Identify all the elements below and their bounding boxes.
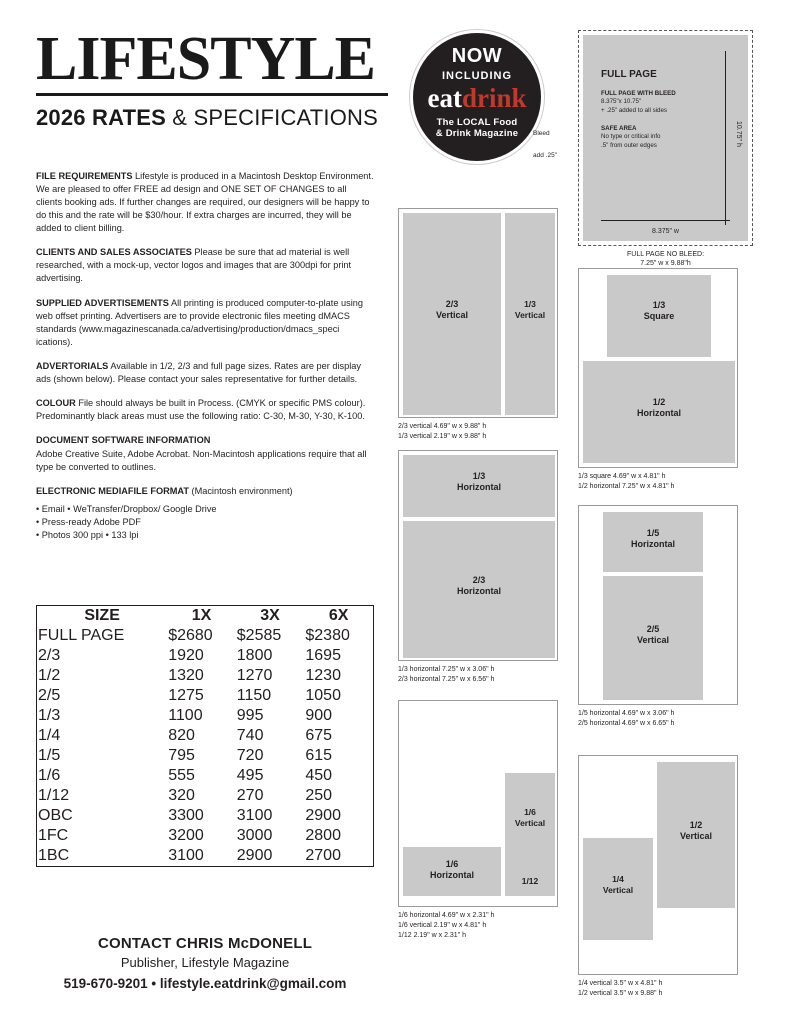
ad-diagram-fifth-set (578, 505, 738, 705)
height-dimension-line (725, 51, 726, 225)
label-line-1: 1/2 (689, 820, 703, 830)
caption-group-6 (578, 979, 788, 999)
heading-advertorials: ADVERTORIALS (36, 360, 109, 371)
badge-tagline-2: & Drink Magazine (435, 128, 519, 139)
eatdrink-logo (413, 85, 541, 112)
table-header-row (37, 606, 373, 626)
label-line-1: 1/5 (646, 528, 660, 538)
block-1-6-horizontal (403, 847, 501, 896)
cell-size: 1/5 (38, 747, 61, 764)
caption-group-5 (578, 709, 788, 729)
cell-1x: 795 (168, 747, 195, 764)
label-1-4-vertical (583, 874, 653, 895)
caption-line-2: 1/6 vertical 2.19" w x 4.81" h (398, 921, 487, 929)
bullet-1: • Email • WeTransfer/Dropbox/ Google Drive (36, 504, 217, 515)
cell-3x: 2900 (236, 847, 273, 864)
table-row (37, 706, 373, 726)
table-row (37, 646, 373, 666)
block-1-4-vertical (583, 838, 653, 940)
label-line-1: 1/12 (521, 876, 539, 886)
full-page-diagram (578, 30, 753, 246)
cell-3x: 720 (236, 747, 264, 764)
full-page-title: FULL PAGE (601, 69, 657, 80)
label-line-2: Vertical (514, 309, 546, 320)
width-dimension-label: 8.375" w (651, 228, 679, 235)
block-2-5-vertical (603, 576, 703, 700)
table-row (37, 826, 373, 846)
cell-6x: 1050 (305, 687, 341, 704)
label-line-2: Vertical (636, 635, 670, 646)
cell-1x: 820 (168, 727, 195, 744)
paragraph-clients-sales (36, 246, 374, 285)
cell-3x: 270 (236, 787, 264, 804)
cell-6x: 1695 (305, 647, 341, 664)
column-header-1x: 1X (191, 607, 212, 624)
label-line-1: 2/3 (445, 299, 459, 309)
heading-document-software: DOCUMENT SOFTWARE INFORMATION (36, 435, 211, 445)
table-body (37, 626, 373, 866)
label-line-1: 1/3 (472, 471, 486, 481)
rate-table (36, 605, 374, 867)
caption-group-4 (578, 472, 778, 492)
caption-line-2: 1/3 vertical 2.19" w x 9.88" h (398, 432, 487, 440)
paragraph-mediafile-format (36, 485, 374, 498)
ad-diagram-third-square-half-horizontal (578, 268, 738, 468)
label-1-2-vertical (657, 820, 735, 843)
cell-1x: 3100 (168, 847, 204, 864)
cell-3x: 1800 (236, 647, 273, 664)
label-line-2: Vertical (514, 817, 546, 828)
label-line-1: 1/6 (524, 807, 536, 817)
safe-line-2: .5" from outer edges (601, 141, 657, 149)
label-line-2: Horizontal (457, 586, 501, 597)
cell-size: FULL PAGE (38, 627, 125, 644)
cell-size: 1BC (38, 847, 70, 864)
bleed-heading: FULL PAGE WITH BLEED (601, 90, 676, 97)
page-title: LIFESTYLE (36, 25, 376, 93)
full-page-caption-line-1: FULL PAGE NO BLEED: (626, 251, 705, 258)
caption-line-3: 1/12 2.19" w x 2.31" h (398, 931, 467, 939)
bullet-3: • Photos 300 ppi • 133 lpi (36, 530, 139, 541)
heading-colour: COLOUR (36, 397, 76, 408)
heading-clients-sales: CLIENTS AND SALES ASSOCIATES (36, 247, 192, 258)
text-colour: File should always be built in Process. (CMYK or specific PMS colour). Predominantly black areas must use the following ratio: C-30, M-30, Y-30, K-100. (36, 397, 366, 421)
label-line-1: 1/6 (445, 859, 459, 869)
caption-line-1: 1/5 horizontal 4.69" w x 3.06" h (578, 710, 675, 717)
text-mediafile-format: (Macintosh environment) (188, 486, 293, 497)
column-header-3x: 3X (260, 607, 280, 624)
block-1-2-vertical (657, 762, 735, 908)
caption-line-2: 1/2 horizontal 7.25" w x 4.81" h (578, 482, 675, 490)
label-line-1: 1/2 (652, 397, 666, 407)
caption-group-1 (398, 422, 598, 442)
cell-3x: 3000 (236, 827, 273, 844)
cell-1x: 320 (168, 787, 195, 804)
table-row (37, 846, 373, 866)
safe-area-heading: SAFE AREA (601, 125, 637, 133)
caption-line-1: 1/4 vertical 3.5" w x 4.81" h (578, 980, 663, 987)
label-line-1: 1/3 (652, 300, 666, 310)
bleed-line-2: + .25" added to all sides (601, 106, 668, 114)
label-line-1: 2/5 (646, 624, 660, 634)
cell-size: 1/6 (38, 767, 61, 784)
ad-diagram-sixth-twelfth (398, 700, 558, 907)
cell-6x: 675 (305, 727, 333, 744)
label-line-2: Vertical (679, 831, 713, 842)
block-1-3-horizontal (403, 455, 555, 517)
add-bleed-callout: add .25" (533, 152, 557, 159)
paragraph-advertorials (36, 360, 374, 386)
cell-1x: 1320 (168, 667, 204, 684)
bleed-line-1: 8.375"x 10.75" (601, 98, 642, 106)
caption-line-2: 2/5 horizontal 4.69" w x 6.65" h (578, 719, 675, 727)
label-line-1: 1/3 (524, 299, 536, 309)
height-dimension-label: 10.75" h (735, 121, 742, 147)
masthead (36, 25, 436, 131)
block-1-12 (505, 867, 555, 896)
badge-tagline-1: The LOCAL Food (436, 117, 518, 128)
cell-size: 1/12 (38, 787, 70, 804)
paragraph-document-software (36, 434, 374, 474)
label-2-3-vertical (403, 299, 501, 322)
cell-6x: 450 (305, 767, 333, 784)
ad-diagram-half-quarter-vertical (578, 755, 738, 975)
cell-3x: $2585 (236, 627, 282, 644)
label-line-2: Vertical (602, 884, 634, 895)
label-1-6-horizontal (403, 859, 501, 882)
mediafile-bullets (36, 503, 374, 542)
label-line-2: Horizontal (631, 539, 675, 550)
caption-line-1: 2/3 vertical 4.69" w x 9.88" h (398, 423, 487, 430)
heading-supplied-ads: SUPPLIED ADVERTISEMENTS (36, 297, 169, 308)
badge-now: NOW (451, 45, 503, 67)
table-row (37, 686, 373, 706)
cell-6x: 250 (305, 787, 333, 804)
table-row (37, 746, 373, 766)
label-line-2: Vertical (435, 310, 469, 321)
label-line-2: Horizontal (457, 482, 501, 493)
block-2-3-vertical (403, 213, 501, 415)
heading-mediafile-format: ELECTRONIC MEDIAFILE FORMAT (36, 486, 189, 497)
cell-1x: 3200 (168, 827, 204, 844)
caption-line-1: 1/3 horizontal 7.25" w x 3.06" h (398, 666, 495, 673)
table-row (37, 806, 373, 826)
block-2-3-horizontal (403, 521, 555, 658)
table-row (37, 626, 373, 646)
paragraph-file-requirements (36, 170, 374, 235)
cell-6x: 900 (305, 707, 333, 724)
cell-size: 1/4 (38, 727, 61, 744)
block-1-3-vertical (505, 213, 555, 415)
caption-line-2: 2/3 horizontal 7.25" w x 6.56" h (398, 675, 495, 683)
table-row (37, 666, 373, 686)
label-1-12 (505, 876, 555, 887)
cell-size: 1FC (38, 827, 69, 844)
full-page-caption-line-2: 7.25" w x 9.88"h (640, 260, 691, 268)
label-line-2: Square (643, 311, 675, 322)
rates-bold: 2026 RATES (36, 104, 166, 130)
label-2-3-horizontal (403, 575, 555, 598)
cell-3x: 740 (236, 727, 264, 744)
cell-3x: 3100 (236, 807, 273, 824)
text-advertorials: Available in 1/2, 2/3 and full page sizes. Rates are per display ads (shown below). Please contact your sales representative for further details. (36, 360, 361, 384)
table-row (37, 786, 373, 806)
column-header-size: SIZE (84, 607, 120, 624)
table-row (37, 726, 373, 746)
column-header-6x: 6X (328, 607, 349, 624)
block-1-5-horizontal (603, 512, 703, 572)
cell-size: 2/3 (38, 647, 61, 664)
cell-1x: 555 (168, 767, 195, 784)
caption-line-1: 1/6 horizontal 4.69" w x 2.31" h (398, 912, 495, 919)
cell-6x: 1230 (305, 667, 341, 684)
caption-line-2: 1/2 vertical 3.5" w x 9.88" h (578, 989, 663, 997)
contact-phone-email[interactable]: 519-670-9201 • lifestyle.eatdrink@gmail.com (63, 976, 347, 991)
full-page-caption (578, 250, 753, 269)
cell-size: 1/2 (38, 667, 61, 684)
label-1-3-square (607, 300, 711, 323)
text-file-requirements: Lifestyle is produced in a Macintosh Desktop Environment. We are pleased to offer FREE ad design and ONE SET OF CHANGES to all clients booking ads. If further changes are required, our designers will be happy to do this and the rate will be $30/hour. If extra charges are incurred, they will be added to client billing. (36, 171, 374, 234)
title-divider (36, 93, 388, 96)
label-line-1: 1/4 (612, 874, 624, 884)
cell-size: OBC (38, 807, 73, 824)
label-line-2: Horizontal (430, 870, 474, 881)
badge-including: INCLUDING (441, 70, 513, 82)
cell-1x: 1920 (168, 647, 204, 664)
now-including-badge (410, 30, 544, 164)
logo-eat: eat (427, 83, 462, 113)
label-line-1: 2/3 (472, 575, 486, 585)
cell-size: 2/5 (38, 687, 61, 704)
cell-1x: $2680 (168, 627, 213, 644)
cell-1x: 1275 (168, 687, 204, 704)
table-row (37, 766, 373, 786)
paragraph-colour (36, 397, 374, 423)
contact-role: Publisher, Lifestyle Magazine (120, 955, 290, 970)
label-1-5-horizontal (603, 528, 703, 551)
ad-diagram-two-thirds-vertical (398, 208, 558, 418)
contact-name: CONTACT CHRIS McDONELL (97, 935, 313, 952)
width-dimension-line (601, 220, 730, 221)
label-1-3-vertical (505, 299, 555, 320)
cell-3x: 1270 (236, 667, 273, 684)
bleed-callout: Bleed (533, 130, 550, 137)
cell-1x: 3300 (168, 807, 204, 824)
rates-light: & SPECIFICATIONS (172, 104, 379, 130)
label-2-5-vertical (603, 624, 703, 647)
cell-size: 1/3 (38, 707, 61, 724)
cell-6x: 2800 (305, 827, 341, 844)
cell-6x: 2700 (305, 847, 341, 864)
cell-3x: 995 (236, 707, 264, 724)
block-1-6-vertical (505, 773, 555, 872)
rates-subtitle (36, 105, 436, 131)
spacer (593, 115, 738, 125)
block-1-2-horizontal (583, 361, 735, 463)
cell-3x: 495 (236, 767, 264, 784)
cell-6x: 2900 (305, 807, 341, 824)
body-copy (36, 170, 374, 553)
contact-block (36, 935, 374, 991)
text-clients-sales: Please be sure that ad material is well researched, with a mock-up, vector logos and images that are 300dpi for print advertising. (36, 247, 352, 284)
bullet-2: • Press-ready Adobe PDF (36, 517, 141, 528)
ad-diagram-horizontal-set (398, 450, 558, 661)
heading-file-requirements: FILE REQUIREMENTS (36, 171, 133, 181)
cell-1x: 1100 (168, 707, 203, 724)
text-document-software: Adobe Creative Suite, Adobe Acrobat. Non-Macintosh applications require that all type be converted to outlines. (36, 449, 367, 473)
label-1-6-vertical (505, 807, 555, 828)
caption-line-1: 1/3 square 4.69" w x 4.81" h (578, 473, 666, 480)
text-supplied-ads: All printing is produced computer-to-plate using web offset printing. Advertisers are to provide electronic files meeting dMACS standards (www.magazinescanada.ca/advertising/production/dmacs_speci ications). (36, 297, 363, 347)
paragraph-supplied-ads (36, 297, 374, 349)
cell-3x: 1150 (236, 687, 272, 704)
label-line-2: Horizontal (637, 408, 681, 419)
block-1-3-square (607, 275, 711, 357)
label-1-3-horizontal (403, 471, 555, 494)
full-page-bleed-area (583, 35, 748, 241)
cell-6x: 615 (305, 747, 333, 764)
safe-line-1: No type or critical info (601, 133, 661, 141)
cell-6x: $2380 (305, 627, 350, 644)
label-1-2-horizontal (583, 397, 735, 420)
logo-drink: drink (461, 83, 527, 113)
